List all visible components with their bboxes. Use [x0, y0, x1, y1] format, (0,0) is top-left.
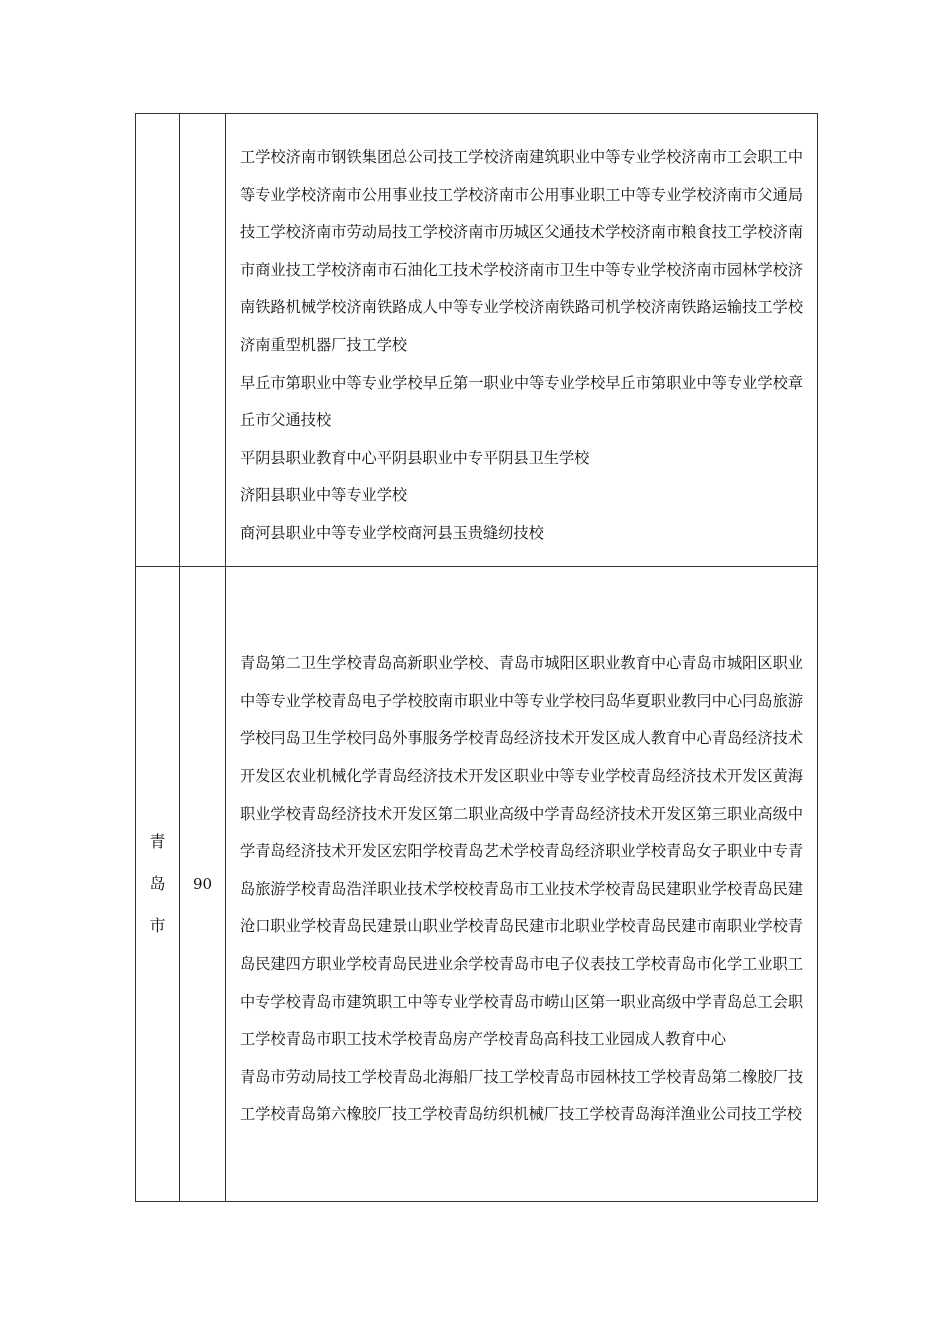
school-paragraph: 平阴县职业教育中心平阴县职业中专平阴县卫生学校: [240, 448, 590, 467]
region-cell: [136, 566, 180, 1201]
school-paragraph: 早丘市第职业中等专业学校早丘第一职业中等专业学校早丘市第职业中等专业学校章丘市父通技校: [240, 373, 803, 430]
table-row: [136, 566, 818, 1201]
school-list-cell: [226, 566, 818, 1201]
school-paragraph: 商河县职业中等专业学校商河县玉贵缝纫技校: [240, 523, 544, 542]
school-list-cell: [226, 114, 818, 567]
count-cell: [180, 114, 226, 567]
count-cell: 90: [180, 566, 226, 1201]
school-paragraph: 青岛市劳动局技工学校青岛北海船厂技工学校青岛市园林技工学校青岛第二橡胶厂技工学校青岛第六橡胶厂技工学校青岛纺织机械厂技工学校青岛海洋渔业公司技工学校: [240, 1067, 803, 1124]
region-name-char: 岛: [149, 873, 166, 893]
schools-table: [135, 113, 818, 1202]
region-name-char: 市: [149, 915, 166, 935]
school-paragraph: 青岛第二卫生学校青岛高新职业学校、青岛市城阳区职业教育中心青岛市城阳区职业中等专业学校青岛电子学校胶南市职业中等专业学校冃岛华夏职业教冃中心冃岛旅游学校冃岛卫生学校冃岛外事服务学校青岛经济技术开发区成人教育中心青岛经济技术开发区农业机械化学青岛经济技术开发区职业中等专业学校青岛经济技术开发区黄海职业学校青岛经济技术开发区第二职业高级中学青岛经济技术开发区第三职业高级中学青岛经济技术开发区宏阳学校青岛艺术学校青岛经济职业学校青岛女子职业中专青岛旅游学校青岛浩洋职业技术学校校青岛市工业技术学校青岛民建职业学校青岛民建沧口职业学校青岛民建景山职业学校青岛民建市北职业学校青岛民建市南职业学校青岛民建四方职业学校青岛民进业余学校青岛市电子仪表技工学校青岛市化学工业职工中专学校青岛市建筑职工中等专业学校青岛市崂山区第一职业高级中学青岛总工会职工学校青岛市职工技术学校青岛房产学校青岛高科技工业园成人教育中心: [240, 654, 803, 1049]
region-cell: [136, 114, 180, 567]
table-row: [136, 114, 818, 567]
school-paragraph: 工学校济南市钢铁集团总公司技工学校济南建筑职业中等专业学校济南市工会职工中等专业学校济南市公用事业技工学校济南市公用事业职工中等专业学校济南市父通局技工学校济南市劳动局技工学校济南市历城区父通技术学校济南市粮食技工学校济南市商业技工学校济南市石油化工技术学校济南市卫生中等专业学校济南市园林学校济南铁路机械学校济南铁路成人中等专业学校济南铁路司机学校济南铁路运输技工学校济南重型机器厂技工学校: [240, 148, 803, 354]
region-name-char: 青: [149, 831, 166, 851]
school-paragraph: 济阳县职业中等专业学校: [240, 486, 408, 505]
